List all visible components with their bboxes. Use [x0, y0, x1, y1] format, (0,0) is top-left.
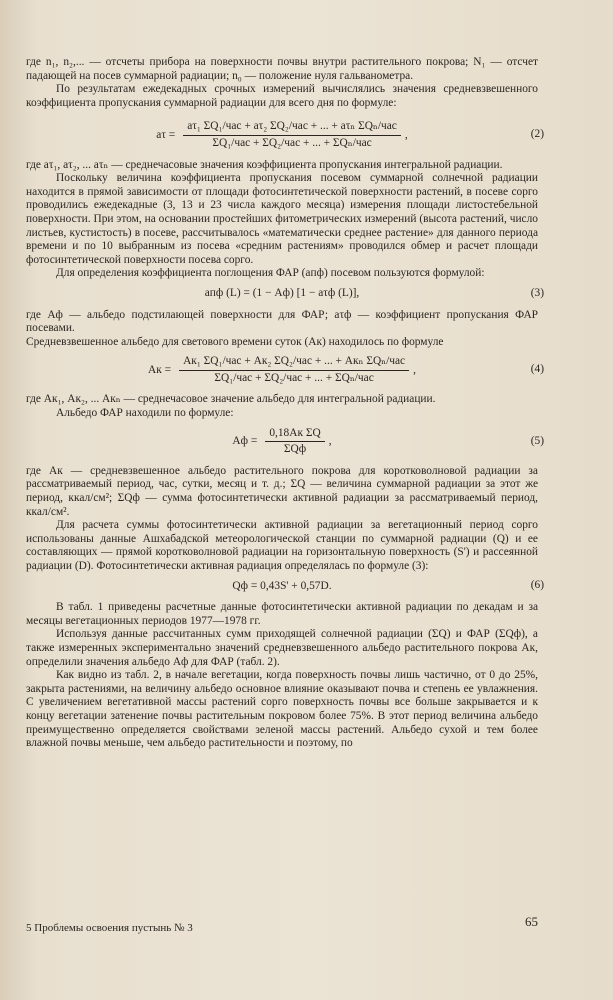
formula-number: (3): [530, 286, 544, 299]
formula-lhs: Aф =: [232, 434, 258, 447]
formula-denominator: ΣQ₁/час + ΣQ₂/час + ... + ΣQₙ/час: [214, 371, 374, 384]
paragraph: где aτ₁, aτ₂, ... aτₙ — среднечасовые значения коэффициента пропускания интегральной радиации.: [26, 158, 503, 171]
paragraph: где n₁, n₂,... — отсчеты прибора на поверхности почвы внутри растительного покрова; N₁ — отсчет падающей на посев суммарной радиации; n₀ — положение нуля гальванометра.: [26, 56, 538, 82]
printer-signature: 5 Проблемы освоения пустынь № 3: [26, 922, 193, 934]
formula-lhs: Aк =: [148, 363, 172, 376]
paragraph: Для расчета суммы фотосинтетически активной радиации за вегетационный период сорго использованы данные Ашхабадской метеорологической станции по суммарной радиации (Q) и ее составляющих — прямой коротковолновой радиации на горизонтальную поверхность (S') и рассеянной радиации (D). Фотосинтетически активная радиация определялась по формуле (3):: [26, 519, 538, 572]
paragraph: Используя данные рассчитанных сумм приходящей солнечной радиации (ΣQ) и ФАР (ΣQф), а также измеренных экспериментально значений средневзвешенного альбедо растительного покрова Aк, определили значения альбедо Aф для ФАР (табл. 2).: [26, 628, 538, 668]
formula-6: [26, 579, 544, 594]
formula-4: [26, 355, 544, 385]
formula-number: (5): [530, 434, 544, 447]
paragraph: где Aк — средневзвешенное альбедо растительного покрова для коротковолновой радиации за рассматриваемый период, час, сутки, месяц и т. д.; ΣQ — величина суммарной радиации за этот же период, ккал/см²; ΣQф — сумма фотосинтетически активной радиации за рассматриваемый период, ккал/см².: [26, 464, 538, 518]
formula-tail: ,: [413, 363, 416, 376]
formula-denominator: ΣQф: [283, 443, 307, 456]
formula-fraction: [179, 355, 409, 385]
formula-tail: ,: [328, 434, 332, 447]
paragraph: Поскольку величина коэффициента пропускания посевом суммарной солнечной радиации находится в прямой зависимости от площади фотосинтетической поверхности растений, в посеве сорго проводились ежедекадные (3, 13 и 23 числа каждого месяца) измерения площади листостебельной поверхности. При этом, на основании простейших фитометрических измерений (высота растений, число листьев, кустистость) в посеве, рассчитывалось «математически среднее растение» для данного периода времени и по 10 выбранным из посева «средним растениям» проводился обмер и расчет площади фотосинтетической поверхности посева сорго.: [26, 172, 538, 266]
paragraph: Как видно из табл. 2, в начале вегетации, когда поверхность почвы лишь частично, от 0 до 25%, закрыта растениями, на величину альбедо основное влияние оказывают почва и степень ее увлажнения. С увеличением вегетативной массы растений сорго поверхность почвы все больше закрывается и к концу вегетации затенение почвы растительным покровом более 75%. В этот период величина альбедо преимущественно определяется свойствами зеленой массы растений. Альбедо сухой и тем более влажной почвы меньше, чем альбедо растительности и поэтому, по: [26, 669, 538, 750]
formula-expression: Qф = 0,43S' + 0,57D.: [232, 579, 332, 592]
formula-3: [26, 286, 544, 301]
paragraph: По результатам ежедекадных срочных измерений вычислялись значения средневзвешенного коэффициента пропускания суммарной радиации для всего дня по формуле:: [26, 83, 538, 109]
paragraph: Для определения коэффициента поглощения ФАР (aпф) посевом пользуются формулой:: [56, 267, 485, 280]
formula-number: (2): [530, 128, 544, 141]
formula-denominator: ΣQ₁/час + ΣQ₂/час + ... + ΣQₙ/час: [212, 136, 372, 149]
formula-number: (4): [530, 363, 544, 376]
formula-tail: ,: [404, 128, 408, 141]
formula-numerator: aτ₁ ΣQ₁/час + aτ₂ ΣQ₂/час + ... + aτₙ ΣQₙ/час: [183, 120, 401, 136]
paragraph: Средневзвешенное альбедо для светового времени суток (Aк) находилось по формуле: [26, 335, 444, 348]
formula-numerator: Aк₁ ΣQ₁/час + Aк₂ ΣQ₂/час + ... + Aкₙ ΣQₙ/час: [179, 355, 409, 371]
formula-5: [26, 426, 544, 457]
formula-lhs: aτ =: [156, 128, 176, 141]
formula-numerator: 0,18Aк ΣQ: [265, 427, 324, 443]
formula-fraction: [183, 120, 401, 150]
paragraph: В табл. 1 приведены расчетные данные фотосинтетически активной радиации по декадам и за месяцы вегетационных периодов 1977—1978 гг.: [26, 601, 538, 627]
formula-number: (6): [530, 579, 544, 592]
formula-expression: aпф (L) = (1 − Aф) [1 − aτф (L)],: [204, 286, 360, 299]
paragraph: Альбедо ФАР находили по формуле:: [56, 407, 234, 420]
formula-fraction: [265, 427, 324, 457]
formula-2: [26, 120, 544, 150]
page-number: 65: [525, 914, 538, 929]
paragraph: где Aф — альбедо подстилающей поверхности для ФАР; aτф — коэффициент пропускания ФАР посевами.: [26, 308, 538, 335]
paragraph: где Aк₁, Aк₂, ... Aкₙ — среднечасовое значение альбедо для интегральной радиации.: [26, 393, 436, 406]
page-content: [26, 56, 544, 751]
